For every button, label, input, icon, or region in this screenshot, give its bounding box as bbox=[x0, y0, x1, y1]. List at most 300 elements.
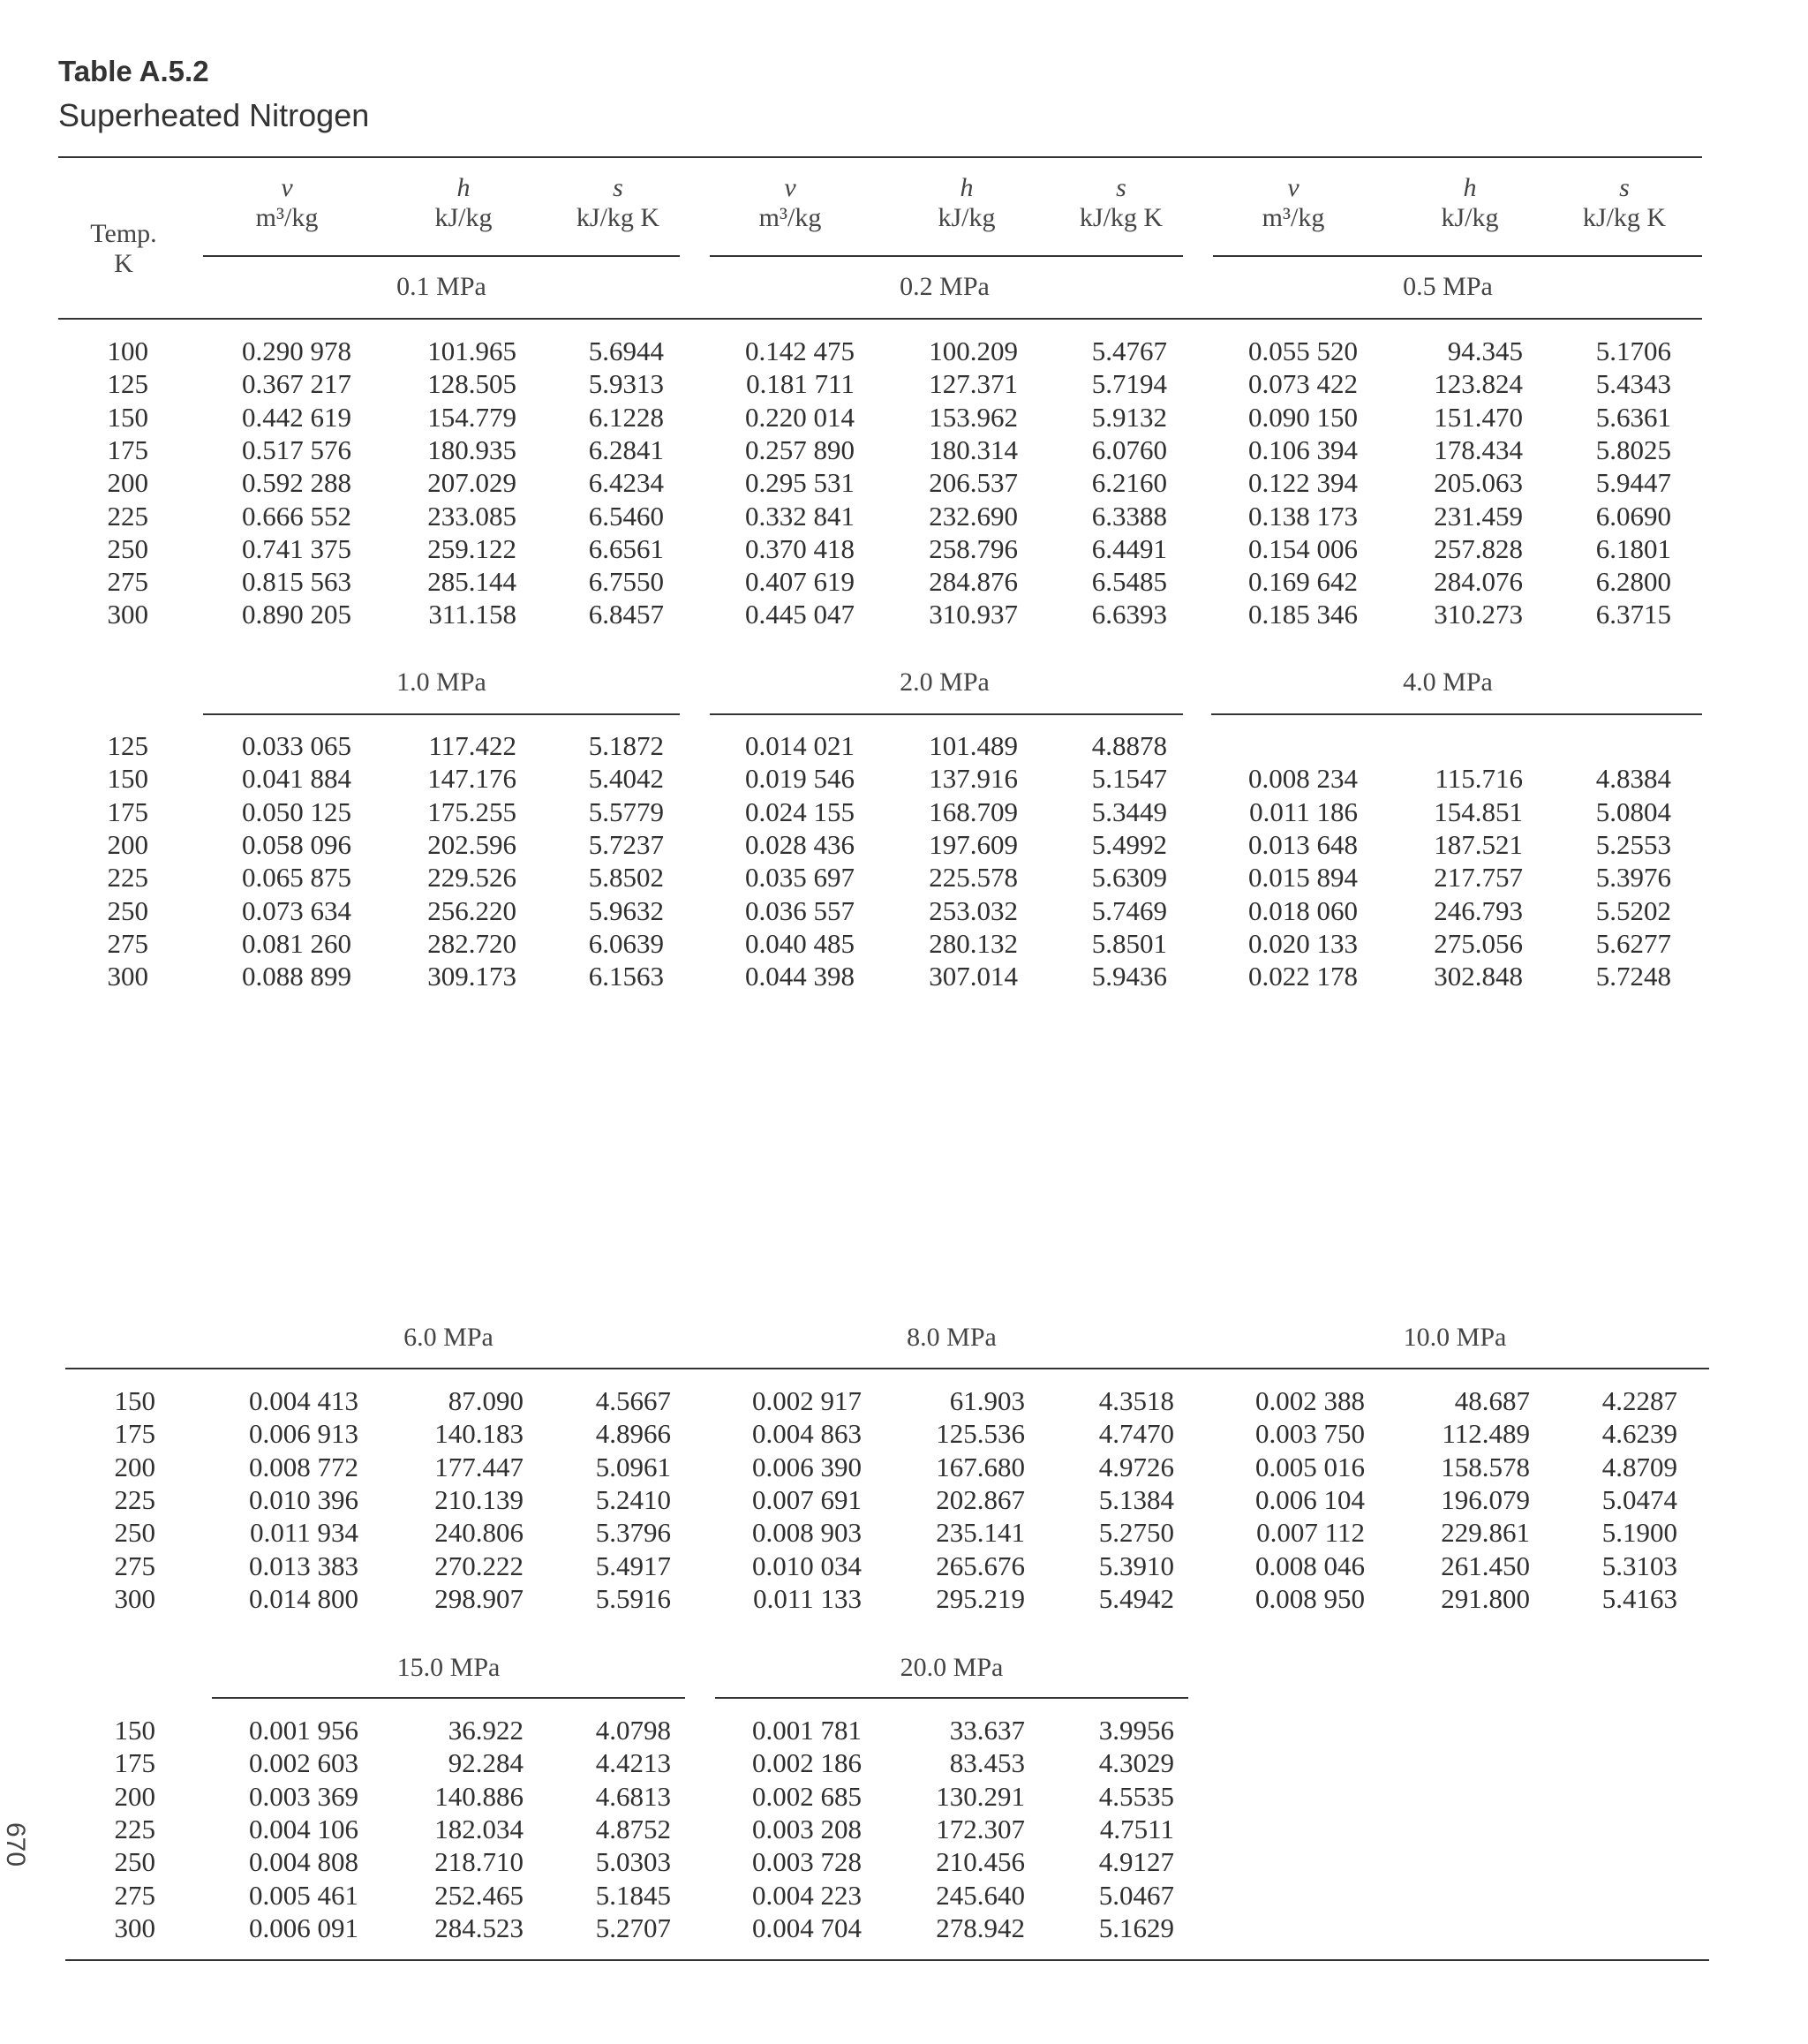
table-cell: 0.181 711 bbox=[746, 368, 855, 400]
table-cell: 5.0961 bbox=[595, 1451, 671, 1482]
table-cell: 0.220 014 bbox=[745, 401, 855, 433]
table-cell: 0.018 060 bbox=[1248, 894, 1358, 926]
table-cell: 0.004 863 bbox=[752, 1418, 862, 1450]
pressure-label: 2.0 MPa bbox=[900, 668, 990, 697]
table-cell: 6.6561 bbox=[588, 532, 664, 564]
column-unit: m³/kg bbox=[1262, 203, 1325, 232]
pressure-label: 0.2 MPa bbox=[900, 272, 990, 301]
table-cell: 0.006 390 bbox=[752, 1451, 862, 1482]
table-cell: 0.003 750 bbox=[1255, 1418, 1365, 1450]
table-cell: 0.055 520 bbox=[1248, 336, 1358, 366]
table-cell: 0.004 413 bbox=[249, 1385, 358, 1416]
table-cell: 140.183 bbox=[434, 1418, 524, 1450]
table-row bbox=[0, 467, 1808, 500]
table-cell: 6.1801 bbox=[1595, 532, 1671, 564]
column-symbol: v bbox=[281, 173, 293, 202]
table-cell: 0.036 557 bbox=[745, 894, 855, 926]
table-cell: 182.034 bbox=[434, 1813, 524, 1844]
table-cell: 0.014 021 bbox=[745, 730, 855, 761]
table-row bbox=[0, 730, 1808, 763]
table-cell: 0.003 728 bbox=[752, 1846, 862, 1878]
table-cell: 4.5667 bbox=[595, 1385, 671, 1416]
temp-cell: 125 bbox=[107, 368, 148, 400]
table-cell: 0.013 383 bbox=[249, 1550, 358, 1581]
table-cell: 4.8709 bbox=[1601, 1451, 1677, 1482]
table-cell: 284.876 bbox=[929, 566, 1018, 598]
table-row bbox=[0, 1880, 1808, 1912]
column-header bbox=[1390, 173, 1549, 233]
table-cell: 5.2410 bbox=[595, 1483, 671, 1515]
table-cell: 202.867 bbox=[936, 1483, 1025, 1515]
table-cell: 187.521 bbox=[1434, 828, 1523, 860]
table-cell: 5.3449 bbox=[1091, 796, 1167, 827]
column-symbol: h bbox=[456, 173, 471, 202]
table-cell: 5.8502 bbox=[588, 862, 664, 894]
pressure-label: 4.0 MPa bbox=[1403, 668, 1493, 697]
table-cell: 5.0467 bbox=[1098, 1879, 1174, 1911]
header-subrule-2 bbox=[710, 255, 1183, 257]
table-cell: 5.4917 bbox=[595, 1550, 671, 1581]
table-cell: 5.2553 bbox=[1595, 828, 1671, 860]
table-row bbox=[0, 1912, 1808, 1945]
table-cell: 0.033 065 bbox=[242, 730, 351, 761]
column-unit: m³/kg bbox=[255, 203, 319, 232]
table-cell: 4.8752 bbox=[595, 1813, 671, 1844]
table-cell: 0.741 375 bbox=[242, 532, 351, 564]
table-cell: 0.011 186 bbox=[1249, 796, 1358, 827]
table-cell: 6.4491 bbox=[1091, 532, 1167, 564]
table-cell: 151.470 bbox=[1434, 401, 1523, 433]
table-cell: 5.6944 bbox=[588, 336, 664, 366]
temp-cell: 250 bbox=[114, 1517, 155, 1549]
table-cell: 5.2707 bbox=[595, 1912, 671, 1943]
table-cell: 229.526 bbox=[427, 862, 516, 894]
table-cell: 0.090 150 bbox=[1248, 401, 1358, 433]
table-cell: 6.3388 bbox=[1091, 500, 1167, 532]
table-cell: 0.014 800 bbox=[249, 1582, 358, 1614]
table-cell: 4.0798 bbox=[595, 1715, 671, 1746]
table-cell: 5.4343 bbox=[1595, 368, 1671, 400]
table-cell: 5.4942 bbox=[1098, 1582, 1174, 1614]
table-cell: 5.0474 bbox=[1601, 1483, 1677, 1515]
table-cell: 33.637 bbox=[949, 1715, 1025, 1746]
column-unit: kJ/kg K bbox=[1079, 203, 1164, 232]
column-header bbox=[1214, 173, 1373, 233]
table-cell: 5.0804 bbox=[1595, 796, 1671, 827]
table-cell: 0.332 841 bbox=[745, 500, 855, 532]
table-cell: 5.9436 bbox=[1091, 961, 1167, 992]
temp-cell: 175 bbox=[114, 1418, 155, 1450]
table-cell: 259.122 bbox=[427, 532, 516, 564]
temp-cell: 250 bbox=[107, 532, 148, 564]
table-row bbox=[0, 796, 1808, 829]
temp-cell: 300 bbox=[107, 961, 148, 992]
table-cell: 101.965 bbox=[427, 336, 516, 366]
table-cell: 5.9447 bbox=[1595, 467, 1671, 499]
table-row bbox=[0, 862, 1808, 894]
table-cell: 229.861 bbox=[1441, 1517, 1530, 1549]
table-cell: 5.1872 bbox=[588, 730, 664, 761]
table-cell: 0.257 890 bbox=[745, 434, 855, 465]
table-cell: 3.9956 bbox=[1098, 1715, 1174, 1746]
table-cell: 197.609 bbox=[929, 828, 1018, 860]
table-row bbox=[0, 1781, 1808, 1814]
table-row bbox=[0, 928, 1808, 961]
block-rule bbox=[710, 713, 1183, 715]
table-row bbox=[0, 599, 1808, 631]
temp-cell: 225 bbox=[107, 500, 148, 532]
table-cell: 4.5535 bbox=[1098, 1780, 1174, 1812]
temp-cell: 300 bbox=[114, 1582, 155, 1614]
table-cell: 0.088 899 bbox=[242, 961, 351, 992]
table-cell: 6.0690 bbox=[1595, 500, 1671, 532]
table-cell: 101.489 bbox=[929, 730, 1018, 761]
table-cell: 125.536 bbox=[936, 1418, 1025, 1450]
table-cell: 0.445 047 bbox=[745, 599, 855, 630]
column-symbol: s bbox=[1619, 173, 1630, 202]
table-cell: 0.008 772 bbox=[249, 1451, 358, 1482]
table-cell: 5.1706 bbox=[1595, 336, 1671, 366]
table-cell: 0.002 685 bbox=[752, 1780, 862, 1812]
table-cell: 0.005 016 bbox=[1255, 1451, 1365, 1482]
table-cell: 302.848 bbox=[1434, 961, 1523, 992]
block-rule bbox=[203, 713, 680, 715]
table-cell: 6.8457 bbox=[588, 599, 664, 630]
column-unit: kJ/kg K bbox=[1582, 203, 1667, 232]
temp-cell: 275 bbox=[107, 927, 148, 959]
table-cell: 0.295 531 bbox=[745, 467, 855, 499]
temp-cell: 150 bbox=[114, 1385, 155, 1416]
table-cell: 48.687 bbox=[1454, 1385, 1530, 1416]
table-cell: 172.307 bbox=[936, 1813, 1025, 1844]
table-cell: 127.371 bbox=[929, 368, 1018, 400]
table-cell: 0.002 186 bbox=[752, 1747, 862, 1779]
column-header bbox=[207, 173, 366, 233]
table-cell: 5.1629 bbox=[1098, 1912, 1174, 1943]
table-cell: 0.024 155 bbox=[745, 796, 855, 827]
table-row bbox=[0, 368, 1808, 401]
table-cell: 265.676 bbox=[936, 1550, 1025, 1581]
table-cell: 115.716 bbox=[1435, 763, 1523, 795]
table-cell: 0.011 133 bbox=[753, 1582, 862, 1614]
table-row bbox=[0, 402, 1808, 434]
table-cell: 5.2750 bbox=[1098, 1517, 1174, 1549]
column-header bbox=[1042, 173, 1201, 233]
table-cell: 0.010 396 bbox=[249, 1483, 358, 1515]
table-cell: 4.3029 bbox=[1098, 1747, 1174, 1779]
table-cell: 218.710 bbox=[434, 1846, 524, 1878]
table-cell: 0.592 288 bbox=[242, 467, 351, 499]
table-cell: 5.7469 bbox=[1091, 894, 1167, 926]
table-cell: 307.014 bbox=[929, 961, 1018, 992]
table-cell: 0.073 422 bbox=[1248, 368, 1358, 400]
table-cell: 4.4213 bbox=[595, 1747, 671, 1779]
column-symbol: h bbox=[960, 173, 974, 202]
table-cell: 177.447 bbox=[434, 1451, 524, 1482]
table-cell: 5.8025 bbox=[1595, 434, 1671, 465]
table-cell: 4.3518 bbox=[1098, 1385, 1174, 1416]
table-row bbox=[0, 1747, 1808, 1780]
pressure-label: 20.0 MPa bbox=[900, 1653, 1004, 1682]
table-cell: 5.1384 bbox=[1098, 1483, 1174, 1515]
block-rule bbox=[212, 1697, 685, 1699]
table-title: Table A.5.2 bbox=[58, 55, 209, 87]
table-cell: 61.903 bbox=[949, 1385, 1025, 1416]
table-cell: 4.8966 bbox=[595, 1418, 671, 1450]
table-cell: 5.3103 bbox=[1601, 1550, 1677, 1581]
table-cell: 117.422 bbox=[428, 730, 516, 761]
table-cell: 5.3796 bbox=[595, 1517, 671, 1549]
block-rule bbox=[715, 1697, 1188, 1699]
column-unit: kJ/kg bbox=[1441, 203, 1499, 232]
pressure-label: 0.1 MPa bbox=[396, 272, 486, 301]
table-cell: 112.489 bbox=[1442, 1418, 1530, 1450]
table-cell: 310.937 bbox=[929, 599, 1018, 630]
table-cell: 0.008 903 bbox=[752, 1517, 862, 1549]
table-row bbox=[0, 895, 1808, 928]
temp-label: Temp. bbox=[90, 219, 157, 248]
table-cell: 258.796 bbox=[929, 532, 1018, 564]
temp-unit: K bbox=[114, 249, 133, 278]
top-rule bbox=[58, 156, 1702, 158]
table-cell: 284.076 bbox=[1434, 566, 1523, 598]
table-cell: 140.886 bbox=[434, 1780, 524, 1812]
table-cell: 278.942 bbox=[936, 1912, 1025, 1943]
temp-cell: 100 bbox=[107, 336, 148, 366]
table-cell: 0.058 096 bbox=[242, 828, 351, 860]
table-cell: 0.002 388 bbox=[1255, 1385, 1365, 1416]
table-cell: 0.081 260 bbox=[242, 927, 351, 959]
table-cell: 6.4234 bbox=[588, 467, 664, 499]
table-cell: 0.442 619 bbox=[242, 401, 351, 433]
table-cell: 4.9726 bbox=[1098, 1451, 1174, 1482]
table-cell: 0.154 006 bbox=[1248, 532, 1358, 564]
table-cell: 280.132 bbox=[929, 927, 1018, 959]
table-cell: 245.640 bbox=[936, 1879, 1025, 1911]
table-cell: 154.779 bbox=[427, 401, 516, 433]
table-cell: 100.209 bbox=[929, 336, 1018, 366]
table-cell: 0.106 394 bbox=[1248, 434, 1358, 465]
temp-cell: 250 bbox=[107, 894, 148, 926]
temp-cell: 175 bbox=[107, 796, 148, 827]
table-cell: 167.680 bbox=[936, 1451, 1025, 1482]
table-cell: 196.079 bbox=[1441, 1483, 1530, 1515]
table-cell: 154.851 bbox=[1434, 796, 1523, 827]
table-cell: 0.006 104 bbox=[1255, 1483, 1365, 1515]
table-cell: 94.345 bbox=[1447, 336, 1523, 366]
table-cell: 0.004 106 bbox=[249, 1813, 358, 1844]
table-cell: 291.800 bbox=[1441, 1582, 1530, 1614]
table-cell: 210.456 bbox=[936, 1846, 1025, 1878]
table-cell: 5.1845 bbox=[595, 1879, 671, 1911]
header-subrule-3 bbox=[1213, 255, 1702, 257]
table-cell: 123.824 bbox=[1434, 368, 1523, 400]
table-cell: 0.002 603 bbox=[249, 1747, 358, 1779]
table-row bbox=[0, 501, 1808, 533]
table-cell: 4.2287 bbox=[1601, 1385, 1677, 1416]
column-symbol: v bbox=[784, 173, 796, 202]
table-cell: 6.7550 bbox=[588, 566, 664, 598]
table-cell: 158.578 bbox=[1441, 1451, 1530, 1482]
table-cell: 0.007 691 bbox=[752, 1483, 862, 1515]
temp-cell: 175 bbox=[107, 434, 148, 465]
pressure-label: 1.0 MPa bbox=[396, 668, 486, 697]
table-cell: 4.9127 bbox=[1098, 1846, 1174, 1878]
column-unit: kJ/kg K bbox=[576, 203, 660, 232]
table-cell: 0.019 546 bbox=[745, 763, 855, 795]
column-symbol: s bbox=[613, 173, 623, 202]
table-cell: 5.6277 bbox=[1595, 927, 1671, 959]
table-cell: 5.0303 bbox=[595, 1846, 671, 1878]
table-cell: 0.010 034 bbox=[752, 1550, 862, 1581]
table-row bbox=[0, 336, 1808, 368]
table-cell: 6.0760 bbox=[1091, 434, 1167, 465]
table-cell: 5.3976 bbox=[1595, 862, 1671, 894]
table-cell: 0.008 950 bbox=[1255, 1582, 1365, 1614]
temp-cell: 275 bbox=[114, 1879, 155, 1911]
table-cell: 0.007 112 bbox=[1256, 1517, 1365, 1549]
table-row bbox=[0, 1484, 1808, 1517]
table-cell: 0.022 178 bbox=[1248, 961, 1358, 992]
temp-cell: 300 bbox=[114, 1912, 155, 1943]
column-symbol: s bbox=[1116, 173, 1126, 202]
table-cell: 180.314 bbox=[929, 434, 1018, 465]
table-cell: 275.056 bbox=[1434, 927, 1523, 959]
column-symbol: v bbox=[1287, 173, 1300, 202]
table-cell: 295.219 bbox=[936, 1582, 1025, 1614]
column-header bbox=[887, 173, 1046, 233]
temp-cell: 200 bbox=[114, 1451, 155, 1482]
table-cell: 6.2160 bbox=[1091, 467, 1167, 499]
table-row bbox=[0, 434, 1808, 467]
table-cell: 0.044 398 bbox=[745, 961, 855, 992]
table-row bbox=[0, 533, 1808, 566]
table-cell: 0.001 956 bbox=[249, 1715, 358, 1746]
table-cell: 5.3910 bbox=[1098, 1550, 1174, 1581]
column-unit: m³/kg bbox=[758, 203, 822, 232]
table-cell: 130.291 bbox=[936, 1780, 1025, 1812]
table-cell: 0.041 884 bbox=[242, 763, 351, 795]
table-cell: 175.255 bbox=[427, 796, 516, 827]
block-rule bbox=[58, 318, 1702, 320]
table-cell: 253.032 bbox=[929, 894, 1018, 926]
table-cell: 210.139 bbox=[434, 1483, 524, 1515]
temp-cell: 275 bbox=[114, 1550, 155, 1581]
table-row bbox=[0, 829, 1808, 862]
table-cell: 284.523 bbox=[434, 1912, 524, 1943]
bottom-rule bbox=[65, 1959, 1709, 1961]
block-rule bbox=[1211, 713, 1702, 715]
table-cell: 282.720 bbox=[427, 927, 516, 959]
table-row bbox=[0, 1385, 1808, 1418]
table-cell: 6.3715 bbox=[1595, 599, 1671, 630]
table-cell: 0.122 394 bbox=[1248, 467, 1358, 499]
table-cell: 6.5460 bbox=[588, 500, 664, 532]
table-cell: 5.5779 bbox=[588, 796, 664, 827]
column-unit: kJ/kg bbox=[938, 203, 996, 232]
table-cell: 92.284 bbox=[448, 1747, 524, 1779]
table-cell: 5.8501 bbox=[1091, 927, 1167, 959]
table-cell: 180.935 bbox=[427, 434, 516, 465]
table-cell: 147.176 bbox=[427, 763, 516, 795]
table-cell: 5.9632 bbox=[588, 894, 664, 926]
table-cell: 5.6309 bbox=[1091, 862, 1167, 894]
table-cell: 5.7248 bbox=[1595, 961, 1671, 992]
column-header bbox=[539, 173, 697, 233]
temp-cell: 200 bbox=[107, 828, 148, 860]
table-cell: 311.158 bbox=[428, 599, 516, 630]
table-cell: 4.8384 bbox=[1595, 763, 1671, 795]
table-cell: 0.290 978 bbox=[242, 336, 351, 366]
table-cell: 5.7237 bbox=[588, 828, 664, 860]
table-cell: 6.2841 bbox=[588, 434, 664, 465]
table-cell: 233.085 bbox=[427, 500, 516, 532]
temp-cell: 125 bbox=[107, 730, 148, 761]
table-cell: 5.7194 bbox=[1091, 368, 1167, 400]
table-cell: 83.453 bbox=[949, 1747, 1025, 1779]
table-row bbox=[0, 1814, 1808, 1846]
table-cell: 0.001 781 bbox=[752, 1715, 862, 1746]
table-cell: 5.9132 bbox=[1091, 401, 1167, 433]
temp-header bbox=[71, 219, 177, 279]
temp-cell: 250 bbox=[114, 1846, 155, 1878]
table-cell: 0.006 913 bbox=[249, 1418, 358, 1450]
table-cell: 0.040 485 bbox=[745, 927, 855, 959]
temp-cell: 275 bbox=[107, 566, 148, 598]
temp-cell: 225 bbox=[114, 1813, 155, 1844]
table-cell: 178.434 bbox=[1434, 434, 1523, 465]
table-row bbox=[0, 1583, 1808, 1616]
table-cell: 6.2800 bbox=[1595, 566, 1671, 598]
temp-cell: 200 bbox=[114, 1780, 155, 1812]
table-cell: 0.815 563 bbox=[242, 566, 351, 598]
table-cell: 5.6361 bbox=[1595, 401, 1671, 433]
table-cell: 6.0639 bbox=[588, 927, 664, 959]
table-cell: 0.008 046 bbox=[1255, 1550, 1365, 1581]
table-cell: 202.596 bbox=[427, 828, 516, 860]
table-cell: 309.173 bbox=[427, 961, 516, 992]
table-cell: 5.4767 bbox=[1091, 336, 1167, 366]
table-cell: 4.6813 bbox=[595, 1780, 671, 1812]
table-cell: 0.407 619 bbox=[745, 566, 855, 598]
table-cell: 0.050 125 bbox=[242, 796, 351, 827]
table-cell: 240.806 bbox=[434, 1517, 524, 1549]
table-cell: 0.015 894 bbox=[1248, 862, 1358, 894]
temp-cell: 225 bbox=[114, 1483, 155, 1515]
table-cell: 207.029 bbox=[427, 467, 516, 499]
table-cell: 5.1547 bbox=[1091, 763, 1167, 795]
table-cell: 0.138 173 bbox=[1248, 500, 1358, 532]
table-cell: 0.028 436 bbox=[745, 828, 855, 860]
table-cell: 0.004 704 bbox=[752, 1912, 862, 1943]
table-cell: 6.6393 bbox=[1091, 599, 1167, 630]
pressure-label: 15.0 MPa bbox=[396, 1653, 501, 1682]
pressure-label: 0.5 MPa bbox=[1403, 272, 1493, 301]
table-cell: 0.073 634 bbox=[242, 894, 351, 926]
table-row bbox=[0, 763, 1808, 796]
table-cell: 0.008 234 bbox=[1248, 763, 1358, 795]
page-number: 670 bbox=[1, 1821, 31, 1867]
table-cell: 87.090 bbox=[448, 1385, 524, 1416]
table-cell: 217.757 bbox=[1434, 862, 1523, 894]
table-cell: 6.1563 bbox=[588, 961, 664, 992]
header-subrule-1 bbox=[203, 255, 680, 257]
table-cell: 137.916 bbox=[929, 763, 1018, 795]
column-header bbox=[711, 173, 870, 233]
table-cell: 5.5916 bbox=[595, 1582, 671, 1614]
table-cell: 0.013 648 bbox=[1248, 828, 1358, 860]
temp-cell: 150 bbox=[107, 401, 148, 433]
